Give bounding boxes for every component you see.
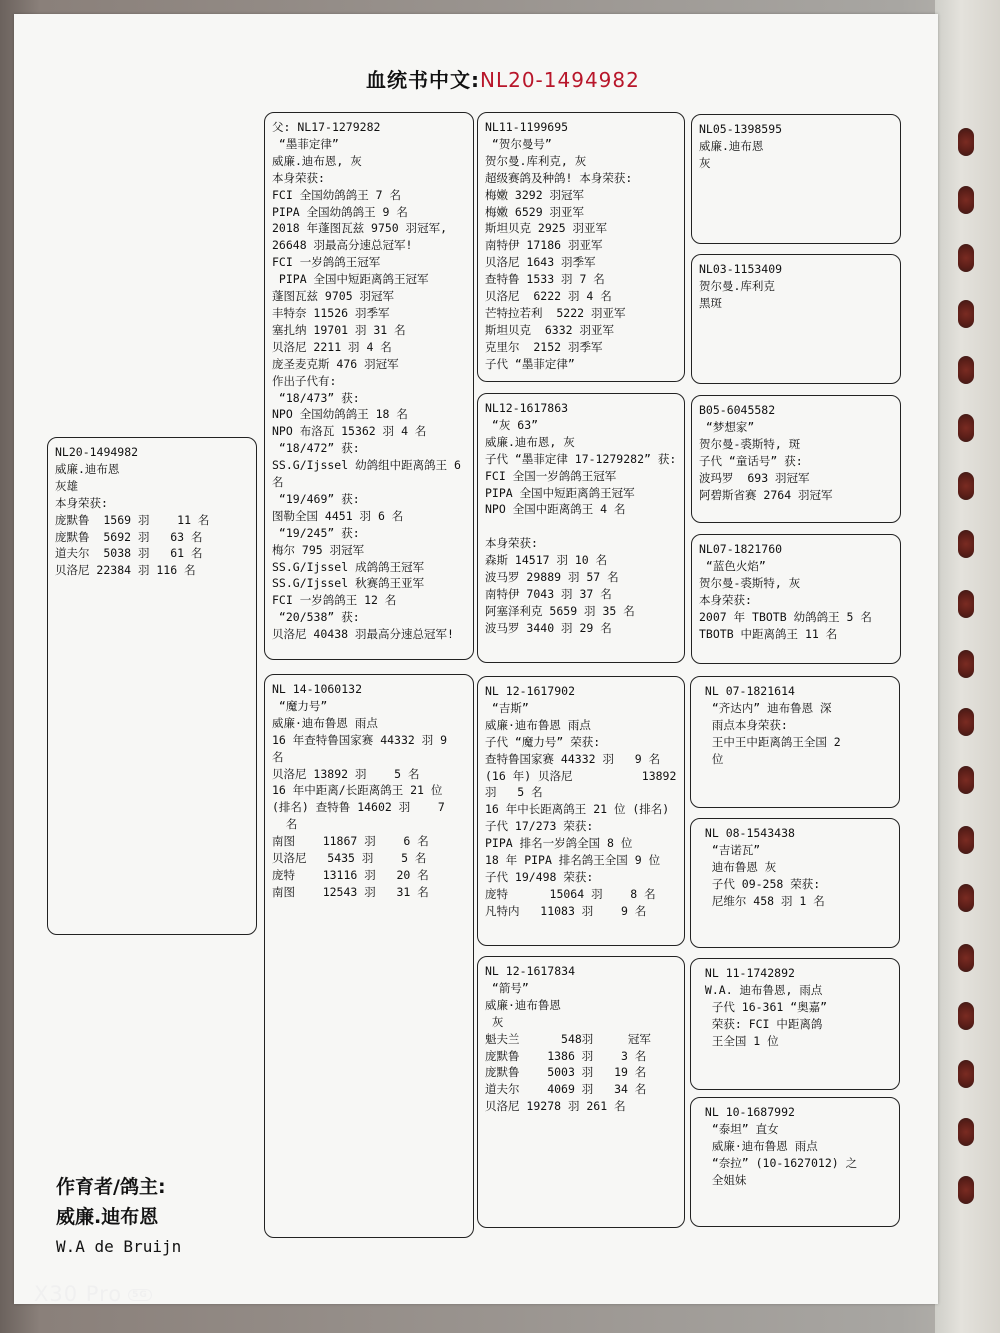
pedigree-line: NL 11-1742892 [698,966,795,980]
breeder-label: 作育者/鸽主: [56,1176,166,1198]
pedigree-line: 阿塞泽利克 5659 羽 35 名 [485,603,635,618]
pedigree-line: NL 07-1821614 [698,684,795,698]
pedigree-line: 全姐妹 [698,1172,747,1187]
pedigree-line: 贺尔曼-裘斯特, 斑 [699,436,801,451]
pedigree-line: 南特伊 17186 羽亚军 [485,238,603,253]
punch-hole [958,766,974,794]
pedigree-line: “19/245” 获: [272,525,360,540]
pedigree-line: 贺尔曼.库利克 [699,278,775,293]
pedigree-line: 查特鲁国家赛 44332 羽 9 名 [485,751,661,766]
pedigree-line: 雨点本身荣获: [698,717,788,732]
pedigree-line: NL 08-1543438 [698,826,795,840]
pedigree-line: 王全国 1 位 [698,1033,779,1048]
pedigree-line: 庞默鲁 1386 羽 3 名 [485,1048,647,1063]
breeder-name-cn: 威廉.迪布恩 [56,1206,159,1228]
pedigree-line: “灰 63” [485,417,539,432]
pedigree-line: 贺尔曼-裘斯特, 灰 [699,575,801,590]
pedigree-line: 父: NL17-1279282 [272,120,381,134]
pedigree-line: 威廉.迪布恩, 灰 [272,153,362,168]
pedigree-line: 王中王中距离鸽王全国 2 [698,734,841,749]
pedigree-line: 波马罗 29889 羽 57 名 [485,570,619,585]
ss-sire-box [691,114,901,244]
pedigree-line: 凡特内 11083 羽 9 名 [485,903,647,918]
pedigree-line: 尼维尔 458 羽 1 名 [698,893,825,908]
pedigree-line: 威廉.迪布恩 [699,138,764,153]
pedigree-line: “贺尔曼号” [485,136,552,151]
dd-dam-box [690,1097,900,1227]
sire-box [264,112,474,660]
pedigree-line: 2007 年 TBOTB 幼鸽鸽王 5 名 [699,609,872,624]
camera-watermark [34,1282,152,1306]
punch-hole [958,128,974,156]
pedigree-line: SS.G/Ijssel 秋赛鸽王亚军 [272,576,425,591]
pedigree-line: 本身荣获: [699,592,752,607]
pedigree-line: FCI 全国幼鸽鸽王 7 名 [272,187,401,202]
pedigree-line: NL07-1821760 [699,542,783,556]
punch-hole [958,708,974,736]
pedigree-line: 波马罗 3440 羽 29 名 [485,620,612,635]
breeder-name-en: W.A de Bruijn [56,1237,182,1256]
punch-hole [958,1002,974,1030]
punch-hole [958,472,974,500]
punch-hole [958,826,974,854]
pedigree-line: NL11-1199695 [485,120,569,134]
dam-sire-box [477,676,685,946]
pedigree-line: “18/473” 获: [272,390,360,405]
punch-hole [958,300,974,328]
pedigree-line: 本身荣获: [272,170,325,185]
pedigree-line: 灰 [699,155,711,170]
punch-hole [958,944,974,972]
pedigree-line: “箭号” [485,980,529,995]
pedigree-line: 南图 11867 羽 6 名 [272,834,429,849]
pedigree-line: 波玛罗 693 羽冠军 [699,470,810,485]
pedigree-line: 灰雄 [55,478,78,493]
pedigree-line: 迪布鲁恩 灰 [698,859,777,874]
punch-hole [958,650,974,678]
pedigree-line: PIPA 排名一岁鸽全国 8 位 [485,836,633,851]
pedigree-line: NL 14-1060132 [272,682,363,696]
pedigree-line: 贝洛尼 13892 羽 5 名 [272,766,420,781]
punch-hole [958,1060,974,1088]
pedigree-line: 梅嫩 3292 羽冠军 [485,187,585,202]
pedigree-line: 名 [272,749,284,764]
dam-box [264,674,474,1238]
pedigree-line: “奈拉” (10-1627012) 之 [698,1155,858,1170]
pedigree-line: “18/472” 获: [272,441,360,456]
title-label: 血统书中文: [366,68,480,92]
pedigree-line: 威廉·迪布鲁恩 雨点 [272,715,378,730]
pedigree-line: NL05-1398595 [699,122,783,136]
pedigree-line: NL 10-1687992 [698,1105,795,1119]
pedigree-line: PIPA 全国幼鸽鸽王 9 名 [272,204,408,219]
pedigree-line: 南图 12543 羽 31 名 [272,884,429,899]
pedigree-line: 阿碧斯省赛 2764 羽冠军 [699,487,833,502]
pedigree-line: 黑斑 [699,295,722,310]
pedigree-line: 贝洛尼 6222 羽 4 名 [485,289,612,304]
pedigree-line: 荣获: FCI 中距离鸽 [698,1016,823,1031]
sire-sire-box [477,112,685,382]
punch-hole [958,186,974,214]
pedigree-line: 贺尔曼.库利克, 灰 [485,153,587,168]
pedigree-line: 芒特拉若利 5222 羽亚军 [485,305,626,320]
pedigree-line: 18 年 PIPA 排名鸽王全国 9 位 [485,853,661,868]
pedigree-line: 梅尔 795 羽冠军 [272,542,365,557]
pedigree-line: NPO 布洛瓦 15362 羽 4 名 [272,424,427,439]
pedigree-line: “魔力号” [272,698,328,713]
pedigree-line: NL 12-1617834 [485,964,576,978]
pedigree-line: 贝洛尼 1643 羽季军 [485,255,596,270]
pedigree-line: 名 [272,817,298,832]
sire-dam-box [477,393,685,663]
pedigree-line: “20/538” 获: [272,610,360,625]
pedigree-line: NL12-1617863 [485,401,569,415]
pedigree-line: NL03-1153409 [699,262,783,276]
pedigree-line: 丰特奈 11526 羽季军 [272,305,390,320]
pedigree-line: 名 [272,475,284,490]
pedigree-line: “墨菲定律” [272,136,339,151]
pedigree-line [485,518,678,535]
pedigree-line: 超级赛鸽及种鸽! 本身荣获: [485,170,633,185]
pedigree-line: 26648 羽最高分速总冠军! [272,238,413,253]
pedigree-line: 16 年中长距离鸽王 21 位 (排名) [485,802,670,817]
pedigree-line: “齐达内” 迪布鲁恩 深 [698,700,832,715]
pedigree-line: 庞默鲁 1569 羽 11 名 [55,512,210,527]
pedigree-line: 威廉·迪布鲁恩 雨点 [485,717,591,732]
pedigree-line: “泰坦” 直女 [698,1121,779,1136]
pedigree-line: 道夫尔 5038 羽 61 名 [55,546,203,561]
sd-dam-box [691,534,901,664]
pedigree-line: 南特伊 7043 羽 37 名 [485,586,612,601]
pedigree-line: 斯坦贝克 6332 羽亚军 [485,322,614,337]
pedigree-line: FCI 一岁鸽鸽王 12 名 [272,593,397,608]
pedigree-line: 威廉.迪布恩, 灰 [485,434,575,449]
pedigree-line: TBOTB 中距离鸽王 11 名 [699,626,838,641]
pedigree-line: 森斯 14517 羽 10 名 [485,553,608,568]
pedigree-line: “蓝色火焰” [699,558,766,573]
pedigree-line: 贝洛尼 2211 羽 4 名 [272,339,392,354]
pedigree-line: NPO 全国幼鸽鸽王 18 名 [272,407,408,422]
pedigree-line: 庞默鲁 5003 羽 19 名 [485,1065,647,1080]
pedigree-line: B05-6045582 [699,403,776,417]
pedigree-line: 庞圣麦克斯 476 羽冠军 [272,356,399,371]
sd-sire-box [691,395,901,523]
punch-hole [958,884,974,912]
pedigree-line: 威廉·迪布鲁恩 [485,997,561,1012]
pedigree-line: 威廉·迪布鲁恩 雨点 [698,1138,818,1153]
pedigree-title [366,64,640,93]
pedigree-line: 16 年中距离/长距离鸽王 21 位 [272,783,443,798]
punch-hole [958,1176,974,1204]
pedigree-line: W.A. 迪布鲁恩, 雨点 [698,982,823,997]
pedigree-line: “梦想家” [699,419,755,434]
dd-sire-box [690,958,900,1090]
pedigree-line: 子代 “魔力号” 荣获: [485,734,601,749]
pedigree-line: 本身荣获: [485,536,538,551]
pedigree-line: 子代 17/273 荣获: [485,819,594,834]
pedigree-line: “19/469” 获: [272,491,360,506]
pedigree-line: 本身荣获: [55,495,108,510]
dam-dam-box [477,956,685,1228]
pedigree-line: 庞特 15064 羽 8 名 [485,886,656,901]
pedigree-line: 子代 19/498 荣获: [485,869,594,884]
pedigree-line: 塞扎纳 19701 羽 31 名 [272,322,406,337]
pedigree-line: PIPA 全国中短距离鸽王冠军 [272,272,429,287]
pedigree-line: “吉斯” [485,700,529,715]
ds-sire-box [690,676,900,808]
network-badge: 5G [128,1289,152,1301]
pedigree-line: 斯坦贝克 2925 羽亚军 [485,221,608,236]
camera-model: X30 Pro [34,1282,123,1306]
breeder-block [56,1172,181,1262]
pedigree-line: “吉诺瓦” [698,842,761,857]
pedigree-line: 灰 [485,1014,504,1029]
pedigree-line: NL 12-1617902 [485,684,576,698]
pedigree-line: 道夫尔 4069 羽 34 名 [485,1082,647,1097]
pedigree-line: FCI 全国一岁鸽鸽王冠军 [485,468,617,483]
punch-hole [958,244,974,272]
pedigree-line: 威廉.迪布恩 [55,461,120,476]
pedigree-line: 图勒全国 4451 羽 6 名 [272,508,404,523]
pedigree-line: 子代 “墨菲定律 17-1279282” 获: [485,451,677,466]
pedigree-line: PIPA 全国中短距离鸽王冠军 [485,485,635,500]
punch-hole [958,356,974,384]
pedigree-line: 魁夫兰 548羽 冠军 [485,1031,651,1046]
punch-hole [958,1118,974,1146]
ds-dam-box [690,818,900,948]
pedigree-line: (16 年) 贝洛尼 13892 [485,768,677,783]
punch-hole [958,530,974,558]
pedigree-line: 梅嫩 6529 羽亚军 [485,204,585,219]
pedigree-line: FCI 一岁鸽鸽王冠军 [272,255,381,270]
pedigree-line: SS.G/Ijssel 幼鸽组中距离鸽王 6 [272,458,461,473]
pedigree-line: SS.G/Ijssel 成鸽鸽王冠军 [272,559,425,574]
pedigree-line: 贝洛尼 19278 羽 261 名 [485,1099,626,1114]
pedigree-line: 庞特 13116 羽 20 名 [272,867,429,882]
title-ring-number: NL20-1494982 [480,68,640,92]
pedigree-line: 贝洛尼 5435 羽 5 名 [272,851,427,866]
ss-dam-box [691,254,901,384]
punch-hole [958,414,974,442]
pedigree-line: 查特鲁 1533 羽 7 名 [485,272,605,287]
pedigree-line: 羽 5 名 [485,785,543,800]
pedigree-line: 子代 “童话号” 获: [699,453,803,468]
pedigree-line: 贝洛尼 22384 羽 116 名 [55,563,196,578]
pedigree-line: 作出子代有: [272,373,337,388]
pedigree-line: 蓬图瓦兹 9705 羽冠军 [272,289,395,304]
subject-box [47,437,257,935]
punch-hole [958,590,974,618]
pedigree-line: NPO 全国中距离鸽王 4 名 [485,502,626,517]
pedigree-line: 子代 16-361 “奥嘉” [698,999,828,1014]
pedigree-line: NL20-1494982 [55,445,139,459]
pedigree-line: 子代 09-258 荣获: [698,876,821,891]
pedigree-line: 克里尔 2152 羽季军 [485,339,603,354]
pedigree-line: 16 年查特鲁国家赛 44332 羽 9 [272,732,448,747]
pedigree-line: 2018 年蓬图瓦兹 9750 羽冠军, [272,221,448,236]
pedigree-line: 贝洛尼 40438 羽最高分速总冠军! [272,627,454,642]
pedigree-line: (排名) 查特鲁 14602 羽 7 [272,800,445,815]
pedigree-line: 位 [698,751,724,766]
pedigree-line: 子代 “墨菲定律” [485,356,575,371]
pedigree-line: 庞默鲁 5692 羽 63 名 [55,529,203,544]
